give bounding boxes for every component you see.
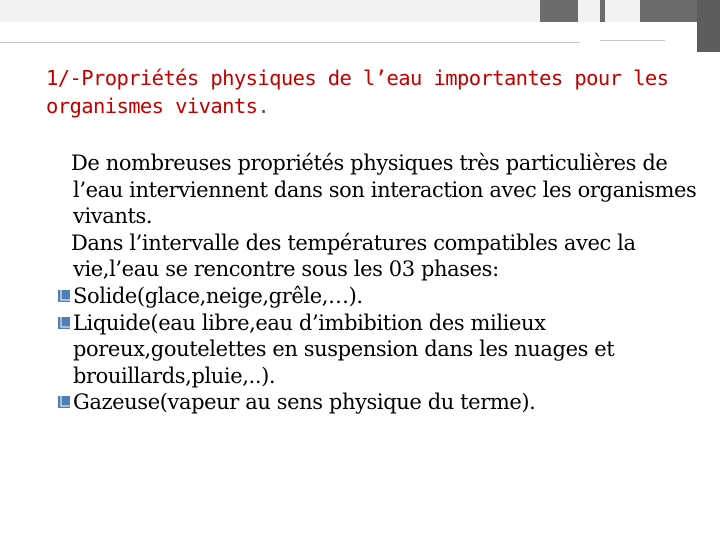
- checkbox-square-icon: [58, 395, 72, 409]
- list-item-text: Gazeuse(vapeur au sens physique du terme).: [73, 390, 536, 415]
- paragraph: Dans l’intervalle des températures compatibles avec la vie,l’eau se rencontre sous les 03 phases:: [71, 230, 636, 282]
- list-item: [57, 310, 717, 390]
- list-item: [57, 389, 717, 416]
- slide-body: [57, 150, 717, 416]
- corner-accent-bar: [697, 0, 720, 52]
- list-item-text: Liquide(eau libre,eau d’imbibition des milieux poreux,goutelettes en suspension dans les nuages et brouillards,pluie,..).: [73, 310, 615, 388]
- slide-title: 1/-Propriétés physiques de l’eau importantes pour les organismes vivants.: [46, 66, 669, 118]
- paragraph: De nombreuses propriétés physiques très particulières de l’eau interviennent dans son interaction avec les organismes vivants.: [71, 151, 697, 229]
- divider-line: [0, 42, 580, 43]
- checkbox-square-icon: [58, 289, 72, 303]
- divider-line-short: [600, 40, 665, 41]
- checkbox-square-icon: [58, 316, 72, 330]
- list-item: [57, 283, 717, 310]
- list-item-text: Solide(glace,neige,grêle,…).: [73, 283, 363, 308]
- header-accent: [540, 0, 697, 22]
